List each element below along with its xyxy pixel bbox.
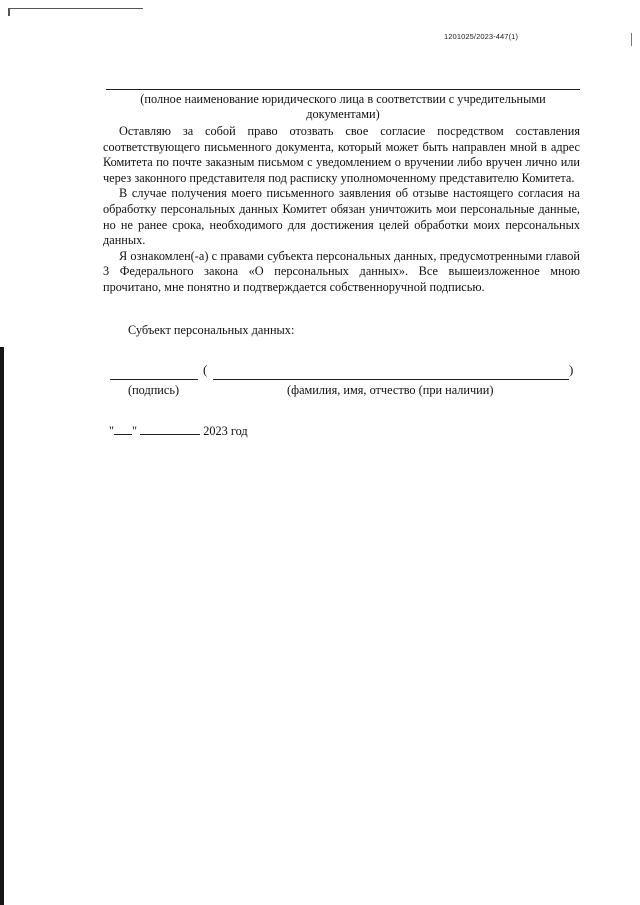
signature-field (110, 379, 198, 380)
signature-caption: (подпись) (128, 383, 180, 397)
paragraph-data-destruction: В случае получения моего письменного заявления об отзыве настоящего согласия на обработку персональных данных Комитет обязан уничтожить мои персональные данные, но не ранее срока, необходимого для достижения целей обработки моих персональных данных. (103, 186, 580, 248)
subject-label: Субъект персональных данных: (128, 323, 295, 337)
full-name-caption: (фамилия, имя, отчество (при наличии) (287, 383, 494, 397)
scan-artifact-left-edge (0, 347, 4, 905)
scan-artifact-top (8, 8, 143, 12)
name-paren-close: ) (569, 362, 574, 377)
date-month-field (140, 423, 200, 435)
document-code: 1201025/2023-447(1) (444, 32, 519, 41)
date-day-field (114, 423, 132, 435)
consent-body (103, 124, 580, 296)
date-year: 2023 год (203, 424, 248, 438)
org-caption-line-1: (полное наименование юридического лица в соответствии с учредительными (140, 92, 546, 106)
scan-artifact-right (631, 33, 632, 46)
paragraph-revocation-right: Оставляю за собой право отозвать свое согласие посредством составления соответствующего письменного документа, который может быть направлен мной в адрес Комитета по почте заказным письмом с уведомлением о вручении либо вручен лично или через законного представителя под расписку уполномоченному представителю Комитета. (103, 124, 580, 185)
date-quote-open: " (109, 424, 115, 438)
paragraph-acknowledgement: Я ознакомлен(-а) с правами субъекта персональных данных, предусмотренными главой 3 Федерального закона «О персональных данных». Все вышеизложенное мною прочитано, мне понятно и подтверждается собственноручной подписью. (103, 248, 580, 294)
org-name-caption (106, 92, 580, 122)
date-row (109, 423, 248, 439)
date-quote-close: " (132, 424, 138, 438)
org-caption-line-2: документами) (306, 107, 380, 121)
org-name-fill-line (106, 89, 580, 90)
full-name-field (213, 379, 569, 380)
name-paren-open: ( (203, 362, 208, 377)
